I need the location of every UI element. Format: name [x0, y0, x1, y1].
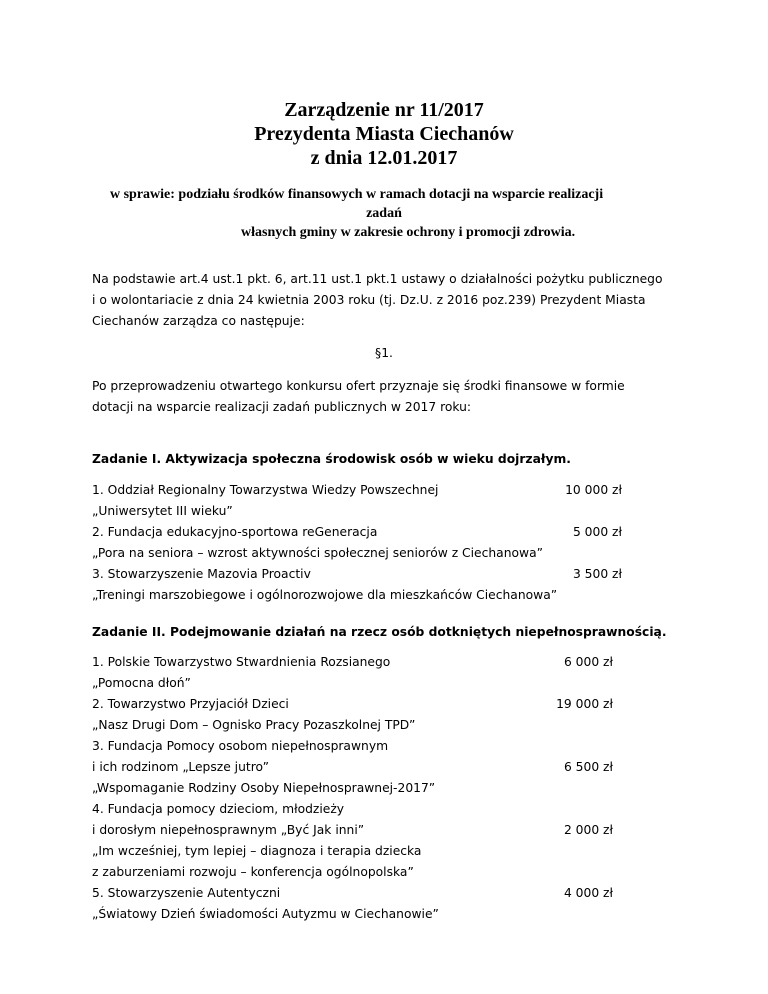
task2-item-4-title-cont: z zaburzeniami rozwoju – konferencja ogólnopolska”: [92, 865, 414, 879]
intro-line-1: Po przeprowadzeniu otwartego konkursu ofert przyznaje się środki finansowe w formie: [92, 379, 625, 393]
task1-item-2-amount: 5 000 zł: [572, 525, 622, 539]
document-title-line-2: Prezydenta Miasta Ciechanów: [254, 123, 514, 145]
task1-item-2-org: 2. Fundacja edukacyjno-sportowa reGeneracja: [92, 525, 378, 539]
task1-item-3-org: 3. Stowarzyszenie Mazovia Proactiv: [92, 567, 311, 581]
paragraph-sign: §1.: [375, 346, 393, 360]
task2-item-2-title: „Nasz Drugi Dom – Ognisko Pracy Pozaszkolnej TPD”: [92, 718, 416, 732]
task1-item-1-amount: 10 000 zł: [565, 483, 622, 497]
task2-heading: Zadanie II. Podejmowanie działań na rzecz osób dotkniętych niepełnosprawnością.: [92, 625, 667, 639]
task2-item-5-amount: 4 000 zł: [563, 886, 613, 900]
task1-item-1-org: 1. Oddział Regionalny Towarzystwa Wiedzy Powszechnej: [92, 483, 439, 497]
task1-heading: Zadanie I. Aktywizacja społeczna środowisk osób w wieku dojrzałym.: [92, 452, 571, 466]
task2-item-1-amount: 6 000 zł: [563, 655, 613, 669]
intro-line-2: dotacji na wsparcie realizacji zadań publicznych w 2017 roku:: [92, 400, 472, 414]
task2-item-3-title: „Wspomaganie Rodziny Osoby Niepełnosprawnej-2017”: [92, 781, 436, 795]
task2-item-4-org-cont: i dorosłym niepełnosprawnym „Być Jak inni”: [92, 823, 365, 837]
preamble-line-2: i o wolontariacie z dnia 24 kwietnia 2003 roku (tj. Dz.U. z 2016 poz.239) Prezydent Miasta: [92, 293, 646, 307]
task1-item-3-title: „Treningi marszobiegowe i ogólnorozwojowe dla mieszkańców Ciechanowa”: [92, 588, 558, 602]
task2-item-1-org: 1. Polskie Towarzystwo Stwardnienia Rozsianego: [92, 655, 391, 669]
task2-item-4-org: 4. Fundacja pomocy dzieciom, młodzieży: [92, 802, 345, 816]
task1-item-1-title: „Uniwersytet III wieku”: [92, 504, 233, 518]
task1-item-3-amount: 3 500 zł: [572, 567, 622, 581]
task2-item-1-title: „Pomocna dłoń”: [92, 676, 191, 690]
document-title-line-1: Zarządzenie nr 11/2017: [284, 99, 484, 121]
task2-item-5-org: 5. Stowarzyszenie Autentyczni: [92, 886, 281, 900]
task2-item-2-amount: 19 000 zł: [556, 697, 613, 711]
preamble-line-3: Ciechanów zarządza co następuje:: [92, 314, 305, 328]
subject-line-3: własnych gminy w zakresie ochrony i promocji zdrowia.: [241, 225, 576, 240]
task2-item-5-title: „Światowy Dzień świadomości Autyzmu w Ciechanowie”: [92, 907, 439, 921]
task2-item-2-org: 2. Towarzystwo Przyjaciół Dzieci: [92, 697, 289, 711]
task2-item-4-amount: 2 000 zł: [563, 823, 613, 837]
task2-item-3-org-cont: i ich rodzinom „Lepsze jutro”: [92, 760, 269, 774]
subject-line-2: zadań: [366, 206, 402, 221]
subject-line-1: w sprawie: podziału środków finansowych w ramach dotacji na wsparcie realizacji: [110, 187, 604, 202]
document-title-line-3: z dnia 12.01.2017: [310, 147, 458, 169]
task2-item-3-amount: 6 500 zł: [563, 760, 613, 774]
task2-item-4-title: „Im wcześniej, tym lepiej – diagnoza i terapia dziecka: [92, 844, 422, 858]
preamble-line-1: Na podstawie art.4 ust.1 pkt. 6, art.11 ust.1 pkt.1 ustawy o działalności pożytku publicznego: [92, 272, 663, 286]
task1-item-2-title: „Pora na seniora – wzrost aktywności społecznej seniorów z Ciechanowa”: [92, 546, 543, 560]
task2-item-3-org: 3. Fundacja Pomocy osobom niepełnosprawnym: [92, 739, 389, 753]
